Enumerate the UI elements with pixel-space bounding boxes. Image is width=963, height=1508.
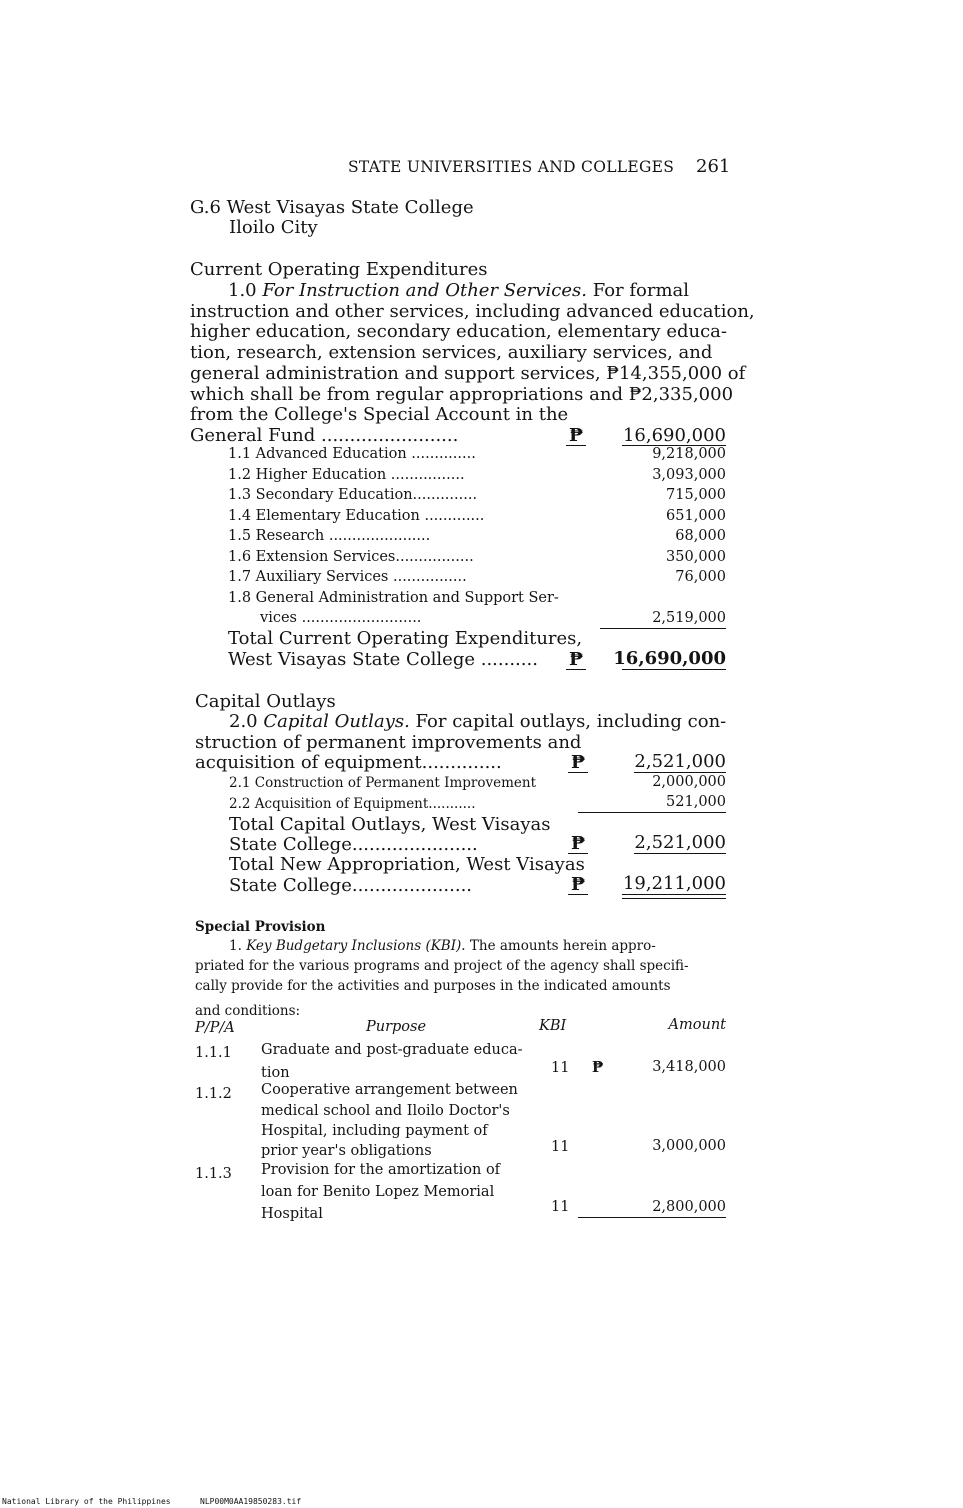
current-para-rest: For formal bbox=[592, 280, 690, 301]
current-item-amount: 3,093,000 bbox=[652, 467, 726, 483]
capital-para-num: 2.0 bbox=[229, 711, 258, 732]
footer-filename: NLP00M0AA19850283.tif bbox=[200, 1497, 302, 1506]
column-header-ppa: P/P/A bbox=[195, 1020, 235, 1036]
current-para-line-4: tion, research, extension services, auxiliary services, and bbox=[190, 342, 713, 363]
rule bbox=[568, 894, 588, 895]
current-total-line-2: West Visayas State College .......... bbox=[228, 649, 538, 670]
kbi-row-kbi: 11 bbox=[551, 1139, 570, 1155]
peso-sign: ₱ bbox=[569, 425, 584, 446]
current-heading: Current Operating Expenditures bbox=[190, 259, 488, 280]
column-header-amount: Amount bbox=[668, 1017, 726, 1033]
capital-amount: 2,521,000 bbox=[634, 751, 726, 772]
capital-para-line-2: struction of permanent improvements and bbox=[195, 732, 582, 753]
current-item8-line-1: 1.8 General Administration and Support Ser- bbox=[228, 590, 559, 606]
rule bbox=[634, 772, 726, 773]
capital-para-line-3: acquisition of equipment.............. bbox=[195, 752, 502, 773]
special-para-line-1 bbox=[229, 938, 656, 954]
current-item8-line-2: vices .......................... bbox=[260, 610, 422, 626]
current-para-num: 1.0 bbox=[228, 280, 257, 301]
rule bbox=[634, 853, 726, 854]
rule bbox=[622, 894, 726, 895]
current-para-line-8: General Fund ........................ bbox=[190, 425, 459, 446]
kbi-row-ppa: 1.1.2 bbox=[195, 1086, 232, 1102]
peso-sign: ₱ bbox=[571, 833, 586, 854]
kbi-row-amount: 3,000,000 bbox=[652, 1138, 726, 1154]
kbi-row-purpose-line: tion bbox=[261, 1065, 290, 1081]
current-para-line-5: general administration and support services, ₱14,355,000 of bbox=[190, 363, 746, 384]
kbi-row-purpose-line: Provision for the amortization of bbox=[261, 1162, 501, 1178]
peso-sign: ₱ bbox=[571, 752, 586, 773]
kbi-row-purpose-line: prior year's obligations bbox=[261, 1143, 432, 1159]
current-para-line-2: instruction and other services, including advanced education, bbox=[190, 301, 755, 322]
capital-total-line-1: Total Capital Outlays, West Visayas bbox=[229, 814, 551, 835]
current-item-label: 1.7 Auxiliary Services ................ bbox=[228, 569, 467, 585]
grand-total-amount: 19,211,000 bbox=[622, 873, 726, 894]
current-total-amount: 16,690,000 bbox=[613, 648, 726, 669]
capital-para-line-1 bbox=[229, 711, 726, 732]
kbi-row-kbi: 11 bbox=[551, 1199, 570, 1215]
current-item-label: 1.2 Higher Education ................ bbox=[228, 467, 465, 483]
kbi-row-amount: 2,800,000 bbox=[652, 1199, 726, 1215]
rule bbox=[566, 445, 586, 446]
kbi-row-amount: 3,418,000 bbox=[652, 1059, 726, 1075]
current-item-label: 1.4 Elementary Education ............. bbox=[228, 508, 485, 524]
current-item-label: 1.5 Research ...................... bbox=[228, 528, 431, 544]
capital-total-line-2: State College...................... bbox=[229, 834, 478, 855]
peso-sign: ₱ bbox=[569, 649, 584, 670]
rule bbox=[566, 669, 586, 670]
institution-name: G.6 West Visayas State College bbox=[190, 197, 474, 218]
capital-item-amount: 2,000,000 bbox=[652, 774, 726, 790]
capital-para-rest: For capital outlays, including con- bbox=[415, 711, 727, 732]
special-para-line-3: cally provide for the activities and purposes in the indicated amounts bbox=[195, 978, 671, 994]
rule bbox=[600, 628, 726, 629]
special-para-title: Key Budgetary Inclusions (KBI). bbox=[246, 938, 466, 954]
current-item-amount: 68,000 bbox=[675, 528, 726, 544]
kbi-row-purpose-line: medical school and Iloilo Doctor's bbox=[261, 1103, 510, 1119]
capital-heading: Capital Outlays bbox=[195, 691, 336, 712]
current-item-amount: 715,000 bbox=[666, 487, 726, 503]
peso-sign: ₱ bbox=[592, 1059, 604, 1076]
current-para-line-1 bbox=[228, 280, 689, 301]
grand-total-line-1: Total New Appropriation, West Visayas bbox=[229, 854, 585, 875]
current-para-line-6: which shall be from regular appropriations and ₱2,335,000 bbox=[190, 384, 734, 405]
running-title: STATE UNIVERSITIES AND COLLEGES bbox=[348, 158, 675, 176]
current-item-amount: 76,000 bbox=[675, 569, 726, 585]
capital-item-label: 2.1 Construction of Permanent Improvement bbox=[229, 775, 536, 791]
institution-city: Iloilo City bbox=[229, 217, 318, 238]
column-header-purpose: Purpose bbox=[366, 1019, 427, 1035]
rule bbox=[578, 812, 726, 813]
current-item-label: 1.3 Secondary Education.............. bbox=[228, 487, 478, 503]
rule bbox=[622, 669, 726, 670]
footer-library: National Library of the Philippines bbox=[2, 1497, 171, 1506]
capital-item-amount: 521,000 bbox=[666, 794, 726, 810]
current-item-amount: 651,000 bbox=[666, 508, 726, 524]
special-para-num: 1. bbox=[229, 938, 242, 954]
capital-para-title: Capital Outlays. bbox=[263, 711, 410, 732]
current-item-amount: 350,000 bbox=[666, 549, 726, 565]
kbi-row-kbi: 11 bbox=[551, 1060, 570, 1076]
peso-sign: ₱ bbox=[571, 874, 586, 895]
rule bbox=[568, 772, 588, 773]
capital-item-label: 2.2 Acquisition of Equipment........... bbox=[229, 796, 476, 812]
current-para-title: For Instruction and Other Services. bbox=[262, 280, 587, 301]
special-para-rest: The amounts herein appro- bbox=[469, 938, 656, 954]
capital-total-amount: 2,521,000 bbox=[634, 832, 726, 853]
current-amount: 16,690,000 bbox=[622, 425, 726, 446]
current-para-line-7: from the College's Special Account in the bbox=[190, 404, 569, 425]
special-para-line-4: and conditions: bbox=[195, 1003, 301, 1019]
kbi-row-purpose-line: Hospital, including payment of bbox=[261, 1123, 488, 1139]
rule bbox=[578, 1217, 726, 1218]
kbi-row-purpose-line: Hospital bbox=[261, 1206, 323, 1222]
current-item-label: 1.1 Advanced Education .............. bbox=[228, 446, 476, 462]
grand-total-line-2: State College..................... bbox=[229, 875, 473, 896]
current-item-amount: 9,218,000 bbox=[652, 446, 726, 462]
rule bbox=[622, 898, 726, 899]
kbi-row-purpose-line: Cooperative arrangement between bbox=[261, 1082, 518, 1098]
kbi-row-purpose-line: Graduate and post-graduate educa- bbox=[261, 1042, 523, 1058]
kbi-row-ppa: 1.1.1 bbox=[195, 1045, 232, 1061]
current-item-label: 1.6 Extension Services................. bbox=[228, 549, 474, 565]
kbi-row-purpose-line: loan for Benito Lopez Memorial bbox=[261, 1184, 495, 1200]
current-para-line-3: higher education, secondary education, elementary educa- bbox=[190, 321, 727, 342]
special-heading: Special Provision bbox=[195, 919, 326, 935]
current-item8-amount: 2,519,000 bbox=[652, 610, 726, 626]
kbi-row-ppa: 1.1.3 bbox=[195, 1166, 232, 1182]
special-para-line-2: priated for the various programs and project of the agency shall specifi- bbox=[195, 958, 689, 974]
current-total-line-1: Total Current Operating Expenditures, bbox=[228, 628, 583, 649]
page-number: 261 bbox=[696, 156, 731, 177]
column-header-kbi: KBI bbox=[539, 1018, 567, 1034]
